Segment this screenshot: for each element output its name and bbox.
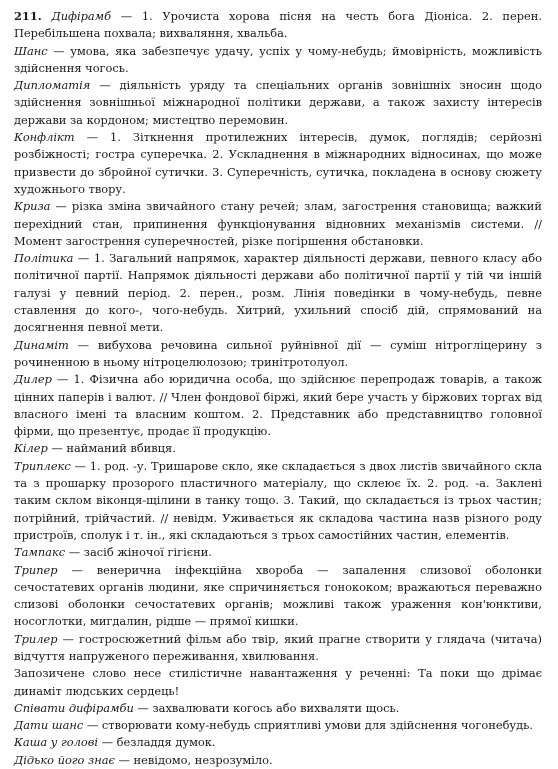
entry-definition: — гостросюжетний фільм або твір, який прагне створити у глядача (читача) відчуття напруженого переживання, хвилювання. <box>14 631 542 663</box>
entry-crisis <box>14 198 542 250</box>
idiom-term: Дідько його знає <box>14 752 115 767</box>
entry-killer <box>14 440 542 457</box>
entry-definition: — найманий вбивця. <box>47 441 176 456</box>
entry-term: Трипер <box>14 562 58 577</box>
exercise-number: 211. <box>14 9 42 23</box>
idiom-definition: — невідомо, незрозуміло. <box>114 752 273 767</box>
entry-term: Дилер <box>14 372 52 387</box>
entry-definition: — 1. Зіткнення протилежних інтересів, думок, поглядів; серйозні розбіжності; гостра суперечка. 2. Ускладнення в міжнародних відносинах, що може призвести до збройної сутички. 3. Суперечність, сутичка, покладена в основу сюжету художнього твору. <box>14 130 542 196</box>
entry-term: Тампакс <box>14 545 66 560</box>
idiom-definition: — безладдя думок. <box>98 735 216 750</box>
entry-definition: — вибухова речовина сильної руйнівної дії — суміш нітрогліцерину з рочиненною в ньому нітроцелюлозою; тринітротолуол. <box>14 337 542 369</box>
entry-definition: — діяльність уряду та спеціальних органів зовнішніх зносин щодо здійснення зовнішньої міжнародної політики держави, а також захисту інтересів держави за кордоном; мистецтво перемовин. <box>14 78 542 127</box>
entry-politics <box>14 250 542 336</box>
idiom-sing-praises <box>14 700 542 717</box>
entry-term: Триплекс <box>14 458 71 473</box>
entry-triplex <box>14 458 542 544</box>
entry-dithyramb <box>14 8 542 43</box>
entry-chance <box>14 43 542 78</box>
entry-term: Конфлікт <box>14 130 75 145</box>
entry-tampax <box>14 544 542 561</box>
idiom-devil-knows <box>14 752 542 769</box>
entry-term: Трилер <box>14 631 58 646</box>
entry-definition: — різка зміна звичайного стану речей; злам, загострення становища; важкий перехідний стан, припинення функціонування відновних механізмів системи. // Момент загострення суперечностей, різке погіршення обстановки. <box>14 199 542 248</box>
idiom-term: Дати шанс <box>14 718 84 733</box>
entry-term: Політика <box>14 251 74 266</box>
entry-tripper <box>14 562 542 631</box>
idiom-term: Каша у голові <box>14 735 99 750</box>
idiom-mess-in-head <box>14 734 542 751</box>
entry-term: Дипломатія <box>14 78 91 93</box>
note-text: Запозичене слово несе стилістичне навантаження у реченні: Та поки що дрімає динаміт людських сердець! <box>14 666 542 698</box>
idiom-definition: — захвалювати когось або вихваляти щось. <box>133 700 400 715</box>
entry-definition: — умова, яка забезпечує удачу, успіх у чому-небудь; ймовірність, можливість здійснення чогось. <box>14 43 542 75</box>
dictionary-page <box>14 8 542 769</box>
idiom-term: Співати дифірамби <box>14 700 134 715</box>
entry-term: Криза <box>14 199 51 214</box>
stylistic-note <box>14 665 542 700</box>
entry-definition: — 1. Урочиста хорова пісня на честь бога Діоніса. 2. перен. Перебільшена похвала; вихваляння, хвальба. <box>14 9 542 41</box>
entry-definition: — венерична інфекційна хвороба — запалення слизової оболонки сечостатевих органів людини, яке спричиняється гонококом; вражаються переважно слизові оболонки сечостатевих органів; можливі також ураження кон'юнктиви, носоглотки, мигдалин, рідше — прямої кишки. <box>14 562 542 629</box>
entry-dealer <box>14 371 542 440</box>
idiom-definition: — створювати кому-небудь сприятливі умови для здійснення чогонебудь. <box>83 718 533 733</box>
entry-term: Дифірамб <box>51 9 112 23</box>
entry-term: Кілер <box>14 441 48 456</box>
entry-definition: — 1. Загальний напрямок, характер діяльності держави, певного класу або політичної партії. Напрямок діяльності держави або політичної партії у тій чи іншій галузі у певний період. 2. перен., розм. Лінія поведінки в чому-небудь, певне ставлення до кого-, чого-небудь. Хитрий, ухильний спосіб дій, спрямований на досягнення певної мети. <box>14 251 542 335</box>
entry-thriller <box>14 631 542 666</box>
entry-term: Динаміт <box>14 337 69 352</box>
idiom-give-chance <box>14 717 542 734</box>
entry-diplomacy <box>14 77 542 129</box>
entry-term: Шанс <box>14 43 48 58</box>
entry-definition: — засіб жіночої гігієни. <box>65 545 212 560</box>
entry-conflict <box>14 129 542 198</box>
entry-dynamite <box>14 337 542 372</box>
entry-definition: — 1. род. -у. Тришарове скло, яке складається з двох листів звичайного скла та з прошарку прозорого пластичного матеріалу, що склеює їх. 2. род. -а. Заклені таким склом віконця-щілини в танку тощо. 3. Такий, що складається із трьох частин; потрійний, трійчастий. // невідм. Уживається як складова частина назв різного роду пристроїв, сполук і т. ін., які складаються з трьох самостійних частин, елементів. <box>14 458 542 542</box>
entry-definition: — 1. Фізична або юридична особа, що здійснює перепродаж товарів, а також цінних паперів і валют. // Член фондової біржі, який бере участь у біржових торгах від власного імені та власним коштом. 2. Представник або представництво головної фірми, що презентує, продає її продукцію. <box>14 372 542 439</box>
